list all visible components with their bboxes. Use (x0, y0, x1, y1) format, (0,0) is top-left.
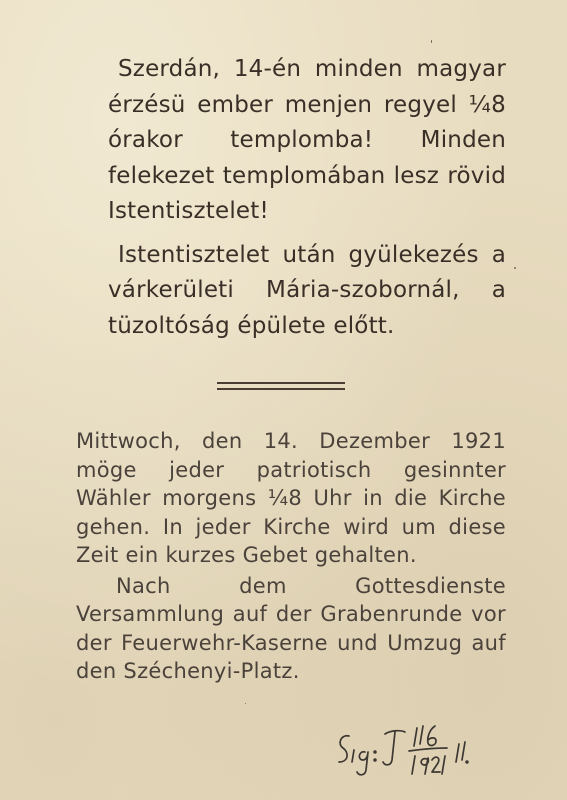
divider-line-top (217, 382, 345, 384)
handwritten-signature (335, 722, 515, 784)
divider-line-bottom (217, 388, 345, 390)
hungarian-paragraph-1: Szerdán, 14-én minden magyar érzésü ember menjen regyel ¼8 órakor templomba! Minden felekezet templomában lesz rövid Istentisztelet! (108, 56, 506, 224)
double-rule-divider (217, 382, 345, 391)
hungarian-paragraph-2: Istentisztelet után gyülekezés a várkerületi Mária-szobornál, a tüzoltóság épülete előtt. (108, 241, 506, 339)
german-paragraph-1: Mittwoch, den 14. Dezember 1921 möge jeder patriotisch gesinnter Wähler morgens ¼8 Uhr in die Kirche gehen. In jeder Kirche wird um diese Zeit ein kurzes Gebet gehalten. (76, 429, 506, 567)
german-notice (76, 427, 506, 686)
paper-speck (431, 40, 432, 43)
german-paragraph-2: Nach dem Gottesdienste Versammlung auf der Grabenrunde vor der Feuerwehr-Kaserne und Umzug auf den Széchenyi-Platz. (76, 573, 506, 683)
hungarian-notice (108, 52, 506, 344)
paper-speck (514, 267, 516, 269)
paper-speck (245, 703, 246, 704)
